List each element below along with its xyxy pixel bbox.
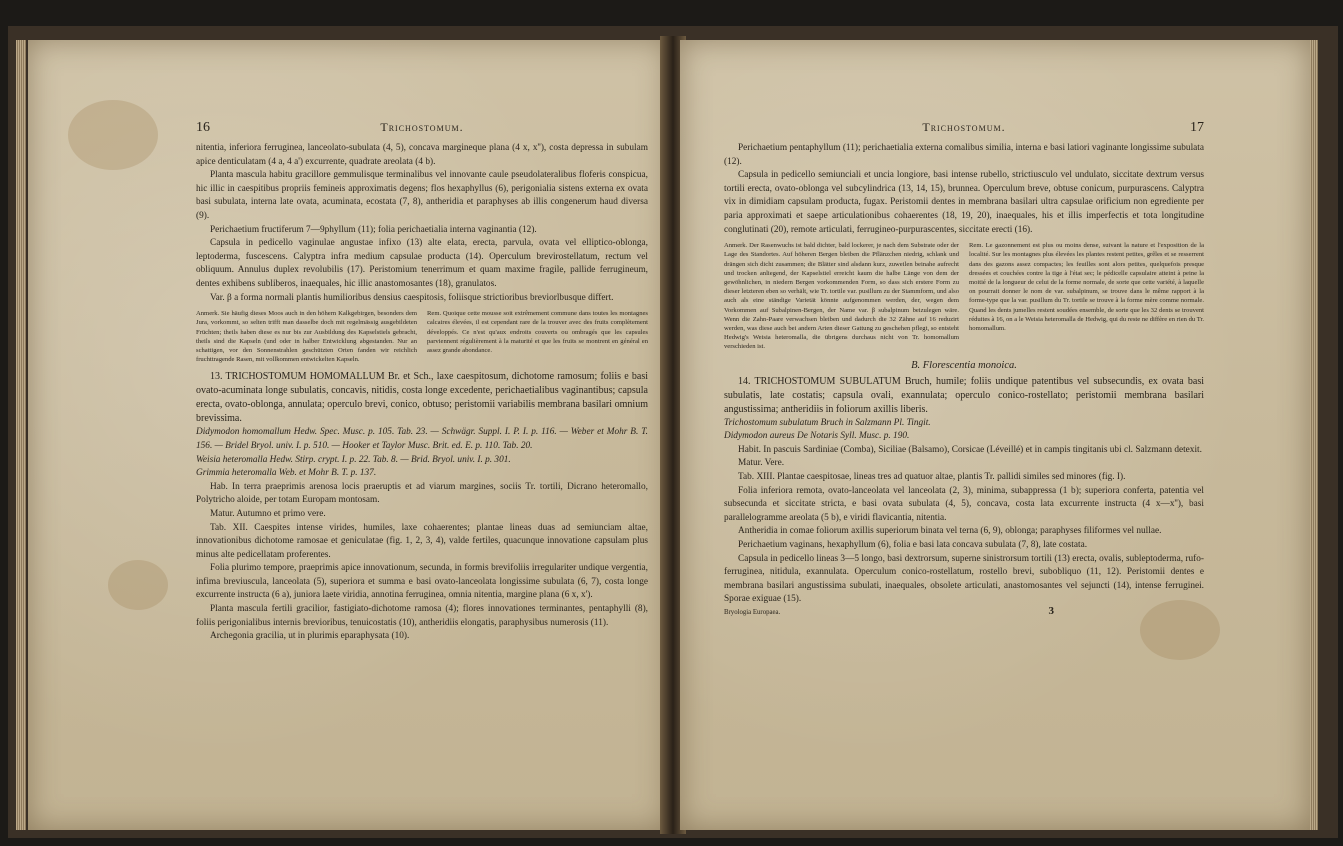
species-heading: 14. TRICHOSTOMUM SUBULATUM Bruch, humile; foliis undique patentibus vel subsecundis, ex ovata basi subulatis, late costatis; capsula ovali, exannulata; operculo conico-rostellato; peristomii membrana basilari angustissima; antheridiis in foliorum axillis liberis.	[724, 375, 1204, 415]
right-page	[680, 40, 1310, 830]
note-french: Rem. Quoique cette mousse soit extrêmement commune dans toutes les montagnes calcaires élevées, il est cependant rare de la trouver avec des fruits complètement développés. Ce n'est qu'aux endroits couverts ou ombragés que les capsules parviennent régulièrement à la maturité et que les fruits se montrent en général en assez grande abondance.	[427, 310, 648, 354]
note-german: Anmerk. Sie häufig dieses Moos auch in den höhern Kalkgebirgen, besonders dem Jura, vorkommt, so selten trifft man dasselbe doch mit regelmässig ausgebildeten Früchten; theils haben diese es nur bis zur Ausbildung des Kapselstiels gebracht, theils sind die Kapseln (und oder in halber Entwicklung abgestanden. Nur an schattigen, vor den Sonnenstrahlen geschützten Orten fanden wir reichlich fruchttragende Rasen, mit vollkommen entwickelten Kapseln.	[196, 310, 417, 364]
stain	[68, 100, 158, 170]
signature-mark: 3	[1048, 604, 1054, 617]
right-page-content	[724, 120, 1204, 617]
paragraph: Capsula in pedicello semiunciali et uncia longiore, basi intense rubello, strictiusculo vel undulato, siccitate dextrum versus tortili erecta, ovato-oblonga vel subcylindrica (13, 14, 15), brunnea. Operculum breve, obtuse conicum, purpurascens. Calyptra vix in dimidiam capsulam producta, fugax. Peristomii dentes in membrana basilari ultra capsulae orificium non egrediente per paria approximati et saepe articulationibus cohaerentes (18, 19, 20), inaequales, his et illis imperfectis et tota longitudine conglutinati (20), remote articulati, ferrugineo-purpurascentes, siccitate erecti (16).	[724, 170, 1204, 235]
synonym: Grimmia heteromalla Web. et Mohr B. T. p. 137.	[196, 468, 377, 479]
paragraph: Capsula in pedicello lineas 3—5 longo, basi dextrorsum, superne sinistrorsum tortili (13) erecta, ovalis, subleptoderma, rufo-ferruginea, nitidula, exannulata. Operculum conico-rostellatum, rostello brevi, subobliquo (11, 12). Peristomii dentes e membrana basilari angustissima subulati, inaequales, obsolete articulati, anastomosantes vel sejuncti (14), intense ferruginei. Sporae exiguae (15).	[724, 553, 1204, 605]
paragraph: Folia plurimo tempore, praeprimis apice innovationum, secunda, in formis brevifoliis irregulariter undique vergentia, infima breviuscula, lanceolata (5), superiora et summa e basi ovato-lanceolata longissime subulata (6, 7), costa longe excurrente instructa (6 a), juniora laete viridia, annotina ferruginea, omnia nitentia, margine plana (6 x, x').	[196, 563, 648, 601]
footer-signature-line: Bryologia Europaea.	[724, 608, 781, 616]
paragraph: Var. β a forma normali plantis humilioribus densius caespitosis, foliisque strictioribus breviorlbusque differt.	[210, 292, 614, 303]
page-number: 16	[196, 120, 210, 135]
paragraph: Matur. Autumno et primo vere.	[210, 508, 326, 519]
left-page-content	[196, 120, 648, 644]
section-heading: B. Florescentia monoica.	[911, 359, 1017, 371]
running-title: Trichostomum.	[922, 120, 1006, 134]
paragraph: nitentia, inferiora ferruginea, lanceolato-subulata (4, 5), concava margineque plana (4 x, x''), costa depressa in subulam apice denticulatam (4 a, 4 a') excurrente, quadrate areolata (4 b).	[196, 143, 648, 167]
paragraph: Capsula in pedicello vaginulae angustae infixo (13) alte elata, erecta, parvula, ovata vel elliptico-oblonga, leptoderma, fuscescens. Calyptra infra medium capsulae producta (14). Operculum brevirostellatum, rectum vel obliquum. Annulus duplex revolubilis (17). Peristomium tenerrimum et quam maxime fragile, pallide ferrugineum, dentes exhibens subliberos, inaequales, hic illic anastomosantes (18), granulatos.	[196, 238, 648, 289]
note-german: Anmerk. Der Rasenwuchs ist bald dichter, bald lockerer, je nach dem Substrate oder der Lage des Standortes. Auf höheren Bergen bleiben die Pflänzchen niedrig, schlank und drängen sich dicht zusammen; die Blätter sind alsdann kurz, zuweilen beinahe aufrecht und trocken anliegend, der Kapselstiel erreicht kaum die halbe Länge von dem der gewöhnlichen, in niedern Bergen vorkommenden Form, so dass sich erstere Form zu dieser letzteren eben so verhält, wie Tr. tortile var. pusillum zu der Stammform, und also auch als eine ständige Varietät könnte aufgenommen werden, der, wegen dem Vorkommen auf Subalpinen-Bergen, der Name var. β subalpinum beizulegen wäre. Wenn die Zahn-Paare verwachsen bleiben und dadurch die 32 Zähne auf 16 reduzirt werden, was diese auch bei andern Arten dieser Gattung zu geschehen pflegt, so entsteht Hedwig's Weisia heteromalla, die übrigens durchaus nicht von Tr. homomallum verschieden ist.	[724, 242, 959, 351]
paragraph: Antheridia in comae foliorum axillis superiorum binata vel terna (6, 9), oblonga; paraphyses filiformes vel nullae.	[738, 526, 1162, 537]
paragraph: Planta mascula fertili gracilior, fastigiato-dichotome ramosa (4); flores innovationes terminantes, pentaphylli (8), foliis perigonialibus internis brevioribus, tenuicostatis (10), antheridiis elongatis, paraphysibus numerosis (11).	[196, 604, 648, 628]
paragraph: Folia inferiora remota, ovato-lanceolata vel lanceolata (2, 3), minima, subappressa (1 b); superiora conferta, patentia vel subsecunda et siccitate stricta, e basi ovata subulata (4, 5), concava, costa lata excurrente instructa (4 x—x''), basi parallelogramme areolata (5 b), e viridi flavicantia, nitentia.	[724, 485, 1204, 523]
running-head	[724, 120, 1204, 136]
book-spread	[8, 26, 1338, 838]
paragraph: Habit. In pascuis Sardiniae (Comba), Siciliae (Balsamo), Corsicae (Léveillé) et in campis tingitanis ubi cl. Salzmann detexit.	[738, 444, 1202, 455]
paragraph: Archegonia gracilia, ut in plurimis eparaphysata (10).	[210, 631, 410, 642]
paragraph: Tab. XIII. Plantae caespitosae, lineas tres ad quatuor altae, plantis Tr. pallidi similes sed minores (fig. I).	[738, 471, 1126, 482]
synonym: Didymodon homomallum Hedw. Spec. Musc. p. 105. Tab. 23. — Schwägr. Suppl. I. P. I. p. 116. — Weber et Mohr B. T. 156. — Bridel Bryol. univ. I. p. 510. — Hooker et Taylor Musc. Brit. ed. E. p. 110. Tab. 20.	[196, 427, 648, 451]
page-number: 17	[1189, 120, 1204, 135]
running-title: Trichostomum.	[380, 120, 464, 134]
stain	[108, 560, 168, 610]
synonym: Trichostomum subulatum Bruch in Salzmann Pl. Tingit.	[724, 417, 931, 428]
paragraph: Perichaetium pentaphyllum (11); perichaetialia externa comalibus similia, interna e basi latiori vaginante longissime subulata (12).	[724, 143, 1204, 167]
paragraph: Matur. Vere.	[738, 458, 785, 469]
synonym: Weisia heteromalla Hedw. Stirp. crypt. I. p. 22. Tab. 8. — Brid. Bryol. univ. I. p. 301.	[196, 454, 511, 465]
paragraph: Perichaetium vaginans, hexaphyllum (6), folia e basi lata concava subulata (7, 8), late costata.	[738, 539, 1088, 550]
paragraph: Hab. In terra praeprimis arenosa locis praeruptis et ad viarum margines, sociis Tr. tortili, Dicrano heteromallo, Polytricho aloide, per totam Europam montosam.	[196, 481, 648, 506]
running-head	[196, 120, 648, 136]
species-heading: 13. TRICHOSTOMUM HOMOMALLUM Br. et Sch., laxe caespitosum, dichotome ramosum; foliis e basi ovato-acuminata longe subulatis, concavis, nitidis, costa longe excedente, perichaetialibus vaginantibus; capsula erecta, ovato-oblonga, annulata; operculo brevi, conico, obtuso; peristomii variabilis membrana basilari omnium brevissima.	[196, 371, 648, 425]
notes	[724, 241, 1204, 351]
notes	[196, 309, 648, 364]
paragraph: Planta mascula habitu gracillore gemmulisque terminalibus vel innovante caule pseudolateralibus floferis conspicua, hic illic in caespitibus propriis femineis approximatis degens; flos hexaphyllus (6), perigonialia sistens externa ex ovata basi subulata, interna late ovata, acuminata, ecostata (7, 8), antheridia et paraphyses ab illis congenerum haud diversa (9).	[196, 170, 648, 221]
left-page	[28, 40, 668, 830]
paragraph: Perichaetium fructiferum 7—9phyllum (11); folia perichaetialia interna vaginantia (12).	[210, 224, 537, 235]
paragraph: Tab. XII. Caespites intense virides, humiles, laxe cohaerentes; plantae lineas duas ad semiunciam altae, innovationibus dichotome ramosae et geniculatae (fig. 1, 2, 3, 4), valde fertiles, quacunque innovatione capsulam plus minus alte pedicellatam proferentes.	[196, 522, 648, 560]
synonym: Didymodon aureus De Notaris Syll. Musc. p. 190.	[724, 431, 910, 442]
page-edge-left	[16, 40, 26, 830]
note-french: Rem. Le gazonnement est plus ou moins dense, suivant la nature et l'exposition de la localité. Sur les montagnes plus élevées les plantes restent petites, grêles et se resserrent dans des gazons assez compactes; les feuilles sont alors petites, quelquefois presque dressées et couchées contre la tige à l'état sec; le pédicelle capsulaire atteint à peine la moitié de la longueur de celui de la forme normale, de sorte que cette variété, à laquelle on pourrait donner le nom de var. subalpinum, se trouve dans le même rapport à la forme-type que la var. pusillum du Tr. tortile se trouve à la forme mère comme normale. Quand les dents jumelles restent soudées ensemble, de sorte que les 32 dents se trouvent réduites à 16, on a le Weisia heteromalla de Hedwig, qui du reste ne diffère en rien du Tr. homomallum.	[969, 242, 1204, 332]
